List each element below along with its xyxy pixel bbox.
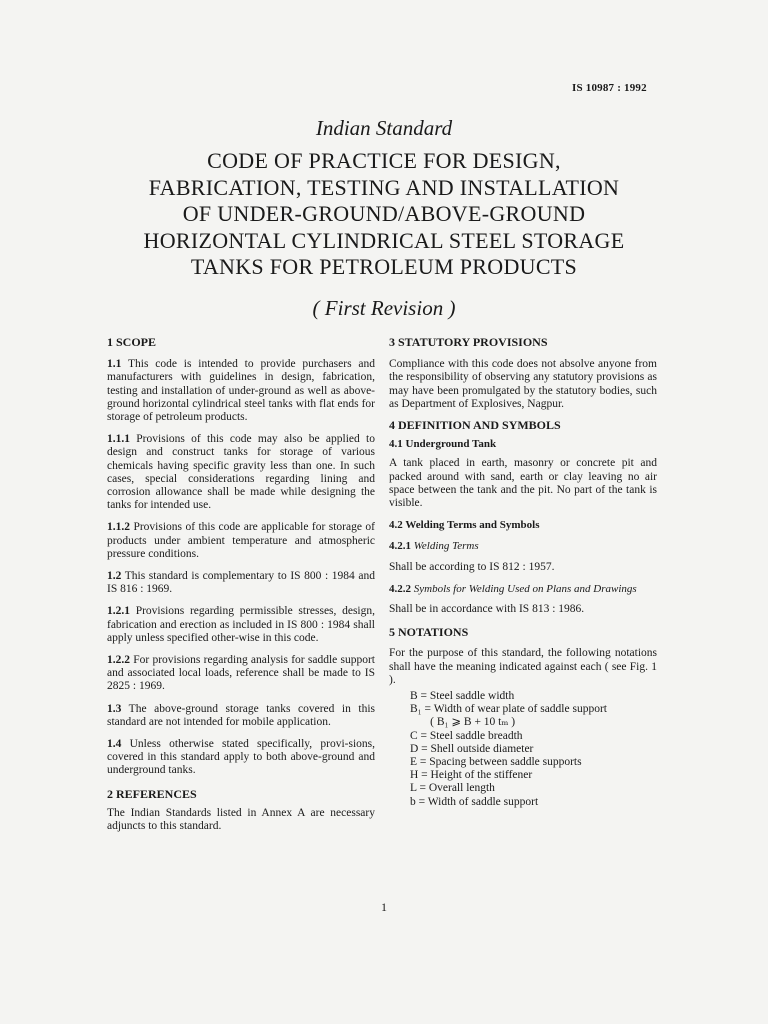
clause-1-3: [107, 703, 375, 729]
left-column: [107, 336, 375, 833]
clause-number: 1.2.1: [107, 605, 130, 618]
subheading-4-2-2: [389, 583, 657, 596]
document-title: [0, 148, 768, 281]
notation-item: D = Shell outside diameter: [410, 742, 534, 755]
title-line: FABRICATION, TESTING AND INSTALLATION: [148, 174, 620, 200]
standard-number: IS 10987 : 1992: [572, 82, 647, 94]
title-line: HORIZONTAL CYLINDRICAL STEEL STORAGE: [143, 227, 625, 253]
clause-text: For provisions regarding analysis for saddle support and associated local loads, reference shall be made to IS 2825 : 1969.: [107, 654, 375, 693]
clause-number: 1.1: [107, 358, 122, 371]
underground-tank-text: A tank placed in earth, masonry or concrete pit and packed around with sand, earth or clay leaving no air space between the tank and the pit. No part of the tank is visible.: [389, 457, 657, 510]
title-line: TANKS FOR PETROLEUM PRODUCTS: [190, 254, 578, 279]
subheading-title: Symbols for Welding Used on Plans and Drawings: [413, 582, 637, 595]
clause-text: Provisions of this code may also be applied to design and construct tanks for storage of various chemicals having specific gravity less than one. In such cases, special considerations regarding lining and corrosion allowance shall be made while designing the tanks for intended use.: [107, 433, 375, 512]
revision-label: ( First Revision ): [312, 296, 456, 320]
page-number: 1: [381, 900, 387, 914]
clause-1-2: [107, 570, 375, 596]
clause-number: 1.2.2: [107, 654, 130, 667]
clause-1-2-2: [107, 654, 375, 694]
clause-1-2-1: [107, 605, 375, 645]
clause-number: 4.2: [389, 519, 403, 532]
notations-intro: For the purpose of this standard, the following notations shall have the meaning indicated against each ( see Fig. 1 ).: [389, 647, 657, 686]
notation-item: L = Overall length: [410, 782, 495, 795]
clause-text: Provisions regarding permissible stresses, design, fabrication and erection as included in IS 800 : 1984 shall apply unless specified other-wise in this code.: [107, 605, 375, 644]
clause-text: This code is intended to provide purchasers and manufacturers with guidelines in design, fabrication, testing and installation of under-ground as well as above-ground horizontal cylindrical steel tanks with flat ends for storage of petroleum products.: [107, 358, 375, 424]
notation-item: E = Spacing between saddle supports: [410, 756, 582, 769]
clause-number: 1.1.2: [107, 521, 130, 534]
notation-list: [410, 690, 657, 809]
clause-text: The above-ground storage tanks covered in this standard are not intended for mobile application.: [107, 702, 375, 728]
section-heading-definitions: 4 DEFINITION AND SYMBOLS: [389, 418, 561, 433]
clause-1-1: [107, 358, 375, 424]
subheading-title: Underground Tank: [405, 438, 497, 451]
right-column: [389, 336, 657, 809]
notation-item: C = Steel saddle breadth: [410, 729, 523, 742]
clause-text: Provisions of this code are applicable for storage of products under ambient temperature and atmospheric pressure conditions.: [107, 521, 375, 560]
series-title: Indian Standard: [315, 116, 453, 140]
clause-number: 1.4: [107, 738, 122, 751]
clause-text: Unless otherwise stated specifically, provi-sions, covered in this standard apply to both above-ground and underground tanks.: [107, 738, 375, 777]
clause-number: 4.2.2: [389, 582, 411, 595]
notation-item: ( B₁ ⩾ B + 10 tₘ ): [410, 716, 516, 729]
statutory-text: Compliance with this code does not absolve anyone from the responsibility of observing any statutory provisions as may have been promulgated by the statutory bodies, such as Department of Explosives, Nagpur.: [389, 358, 657, 410]
subheading-title: Welding Terms and Symbols: [405, 519, 540, 532]
welding-symbols-text: Shall be in accordance with IS 813 : 1986.: [389, 603, 585, 616]
section-heading-scope: 1 SCOPE: [107, 335, 157, 349]
subheading-4-2: [389, 519, 657, 532]
clause-number: 1.1.1: [107, 433, 130, 446]
clause-number: 4.1: [389, 438, 403, 451]
notation-item: B = Steel saddle width: [410, 690, 515, 703]
title-line: CODE OF PRACTICE FOR DESIGN,: [207, 148, 561, 173]
clause-1-4: [107, 738, 375, 778]
subheading-title: Welding Terms: [413, 540, 479, 553]
clause-number: 1.3: [107, 702, 122, 715]
subheading-4-1: [389, 438, 657, 451]
section-heading-notations: 5 NOTATIONS: [389, 625, 469, 640]
section-heading-references: 2 REFERENCES: [107, 786, 197, 801]
clause-number: 1.2: [107, 570, 122, 583]
clause-number: 4.2.1: [389, 540, 411, 553]
notation-item: B₁ = Width of wear plate of saddle support: [410, 703, 607, 716]
subheading-4-2-1: [389, 540, 657, 553]
references-text: The Indian Standards listed in Annex A are necessary adjuncts to this standard.: [107, 806, 375, 833]
title-line: OF UNDER-GROUND/ABOVE-GROUND: [182, 201, 586, 226]
clause-text: This standard is complementary to IS 800 : 1984 and IS 816 : 1969.: [107, 570, 375, 596]
clause-1-1-1: [107, 433, 375, 512]
section-heading-statutory: 3 STATUTORY PROVISIONS: [389, 335, 548, 349]
clause-1-1-2: [107, 521, 375, 561]
notation-item: H = Height of the stiffener: [410, 769, 533, 782]
notation-item: b = Width of saddle support: [410, 795, 539, 808]
welding-terms-text: Shall be according to IS 812 : 1957.: [389, 560, 555, 573]
